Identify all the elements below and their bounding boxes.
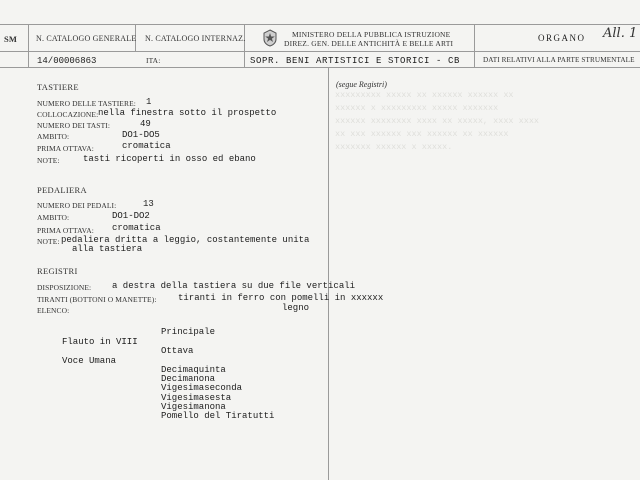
ita-label: ITA: [146,56,161,65]
stop-right-4: Vigesimaseconda [161,383,243,393]
header-top-rule [0,24,640,25]
elenco-value: legno [282,303,310,313]
numero-tasti-label: NUMERO DEI TASTI: [37,121,111,130]
sm-code: SM [4,34,18,44]
catalogo-generale-label: N. CATALOGO GENERALE [36,34,137,43]
header-mid-rule [0,51,640,52]
numero-pedali-label: NUMERO DEI PEDALI: [37,201,117,210]
divider [28,24,29,51]
registri-title: REGISTRI [37,266,78,276]
ambito-tastiere-value: DO1-DO5 [122,130,160,140]
stop-right-7: Pomello del Tiratutti [161,411,275,421]
elenco-label: ELENCO: [37,306,70,315]
tastiere-title: TASTIERE [37,82,79,92]
segue-registri-note: (segue Registri) [336,80,387,89]
prima-ottava-pedaliera-value: cromatica [112,223,161,233]
stop-left-1: Voce Umana [62,356,117,366]
numero-tastiere-value: 1 [146,97,152,107]
disposizione-label: DISPOSIZIONE: [37,283,92,292]
pedaliera-title: PEDALIERA [37,185,87,195]
prima-ottava-pedaliera-label: PRIMA OTTAVA: [37,226,94,235]
header-bottom-rule [0,67,640,68]
ambito-pedaliera-label: AMBITO: [37,213,70,222]
handwritten-annotation: All. 1 [603,26,638,41]
dati-relativi-label: DATI RELATIVI ALLA PARTE STRUMENTALE [483,56,635,64]
collocazione-label: COLLOCAZIONE: [37,110,99,119]
stop-right-2: Decimaquinta [161,365,226,375]
note-pedaliera-line-1: pedaliera dritta a leggio, costantemente unita [61,235,310,245]
note-pedaliera-line-2: alla tastiera [72,244,143,254]
ambito-pedaliera-value: DO1-DO2 [112,211,150,221]
organo-title: ORGANO [538,33,586,43]
numero-tasti-value: 49 [140,119,151,129]
collocazione-value: nella finestra sotto il prospetto [98,108,277,118]
stop-right-6: Vigesimanona [161,402,226,412]
numero-tastiere-label: NUMERO DELLE TASTIERE: [37,99,136,108]
tiranti-label: TIRANTI (BOTTONI O MANETTE): [37,295,157,304]
ambito-tastiere-label: AMBITO: [37,132,70,141]
disposizione-value: a destra della tastiera su due file verticali [112,281,356,291]
stop-left-0: Flauto in VIII [62,337,138,347]
stop-right-5: Vigesimasesta [161,393,232,403]
divider [328,67,329,480]
divider [244,24,245,67]
note-tastiere-value: tasti ricoperti in osso ed ebano [83,154,256,164]
divider [474,24,475,67]
prima-ottava-tastiere-label: PRIMA OTTAVA: [37,144,94,153]
catalogo-internaz-label: N. CATALOGO INTERNAZ. [145,34,246,43]
ministero-line-1: MINISTERO DELLA PUBBLICA ISTRUZIONE [292,30,451,39]
ministero-line-2: DIREZ. GEN. DELLE ANTICHITÀ E BELLE ARTI [284,39,454,48]
note-pedaliera-label: NOTE: [37,237,60,246]
stop-right-0: Principale [161,327,216,337]
tiranti-value: tiranti in ferro con pomelli in xxxxxx [178,293,384,303]
divider [28,51,29,67]
prima-ottava-tastiere-value: cromatica [122,141,171,151]
note-tastiere-label: NOTE: [37,156,60,165]
soprintendenza: SOPR. BENI ARTISTICI E STORICI - CB [250,56,461,66]
stop-right-1: Ottava [161,346,194,356]
bleed-through-text: xxxxxxxxx xxxxx xx xxxxxx xxxxxx xx xxxxxx x xxxxxxxxx xxxxx xxxxxxx xxxxxx xxxxxxxx xxxx xx xxxxx, xxxx xxxx xx xxx xxxxxx xxx xxxxxx xx xxxxxx xxxxxxx xxxxxx x xxxxx. [335,90,540,152]
stop-right-3: Decimanona [161,374,216,384]
catalog-number: 14/00006863 [37,56,97,66]
numero-pedali-value: 13 [143,199,154,209]
state-emblem-icon [262,29,278,47]
